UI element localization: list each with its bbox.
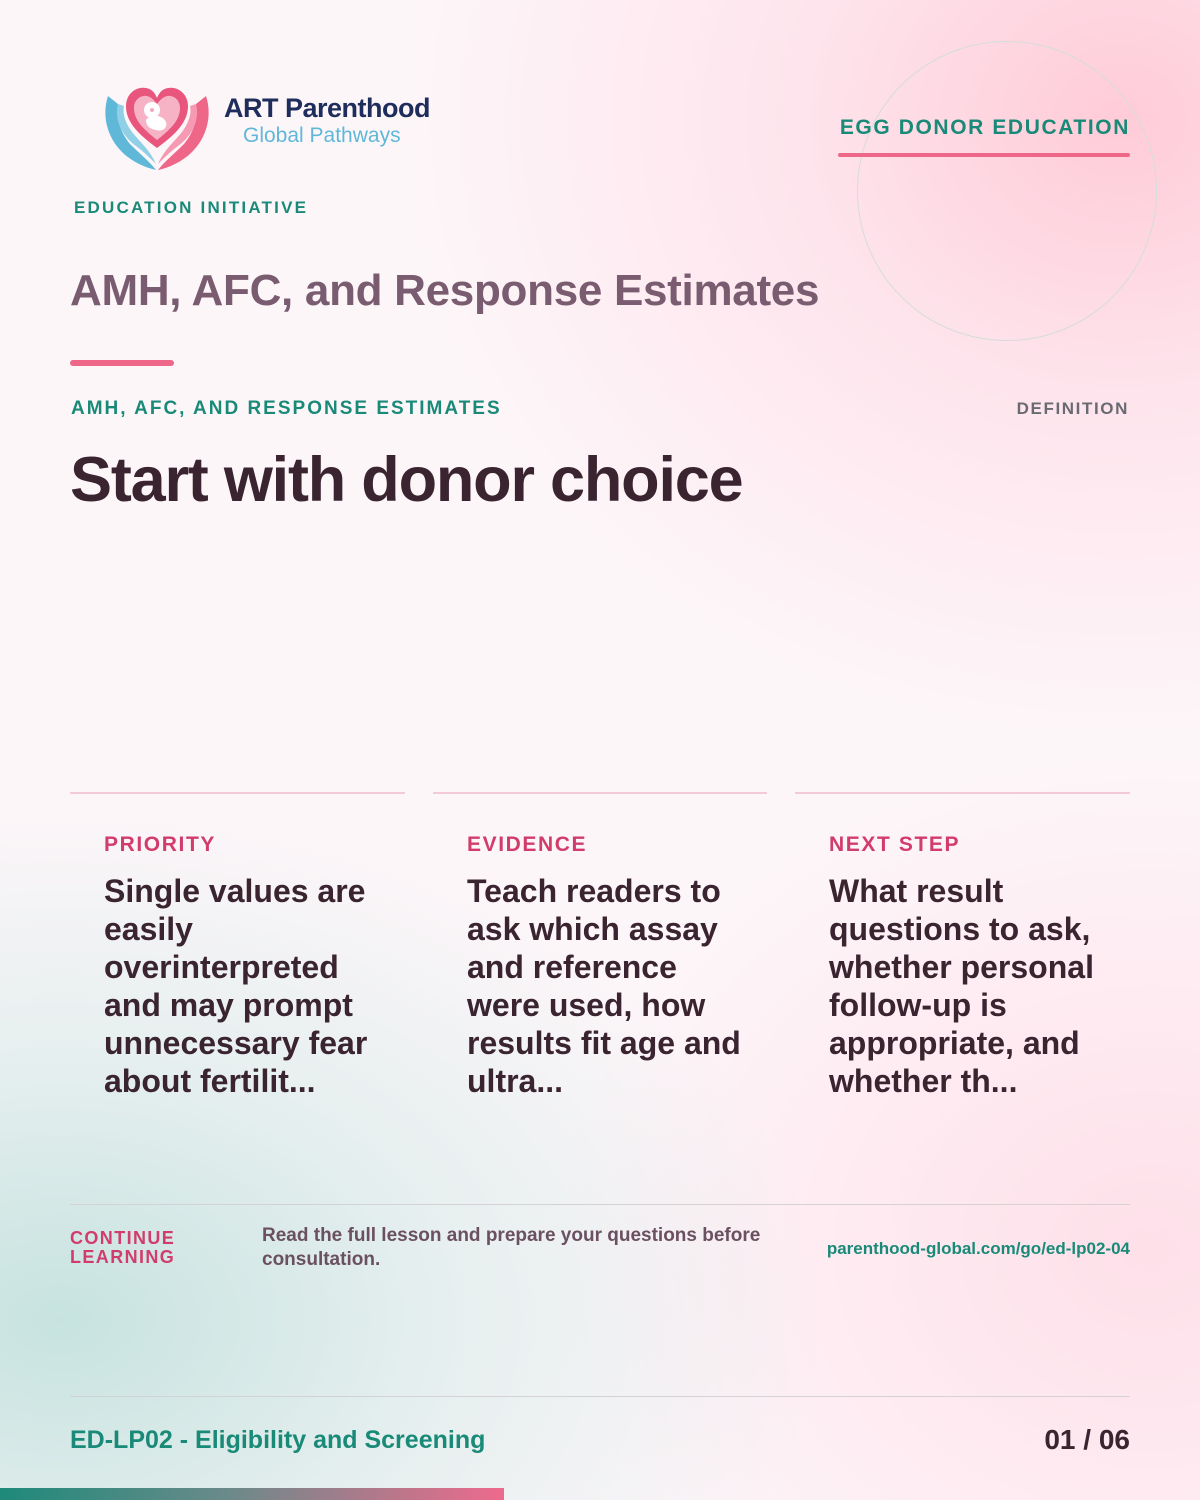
title-accent-bar bbox=[70, 360, 174, 366]
brand-name: ART Parenthood bbox=[224, 93, 430, 123]
category-tag: EGG DONOR EDUCATION bbox=[839, 116, 1130, 139]
column-label-evidence: EVIDENCE bbox=[467, 833, 588, 856]
lesson-link[interactable]: parenthood-global.com/go/ed-lp02-04 bbox=[826, 1239, 1130, 1258]
cta-separator bbox=[70, 1204, 1130, 1205]
initiative-label: EDUCATION INITIATIVE bbox=[74, 198, 309, 217]
page-title: AMH, AFC, and Response Estimates bbox=[70, 266, 820, 315]
cta-text: Read the full lesson and prepare your questions before consultation. bbox=[262, 1225, 761, 1270]
decorative-circle bbox=[857, 41, 1157, 341]
section-eyebrow: AMH, AFC, AND RESPONSE ESTIMATES bbox=[71, 398, 502, 419]
column-label-priority: PRIORITY bbox=[104, 833, 216, 856]
cta-label: CONTINUE LEARNING bbox=[70, 1228, 176, 1267]
column-divider-evidence bbox=[433, 792, 767, 794]
column-body-priority: Single values are easily overinterpreted and may prompt unnecessary fear about fertilit... bbox=[104, 873, 368, 1099]
progress-bar bbox=[0, 1488, 504, 1500]
section-headline: Start with donor choice bbox=[70, 445, 743, 515]
footer-separator bbox=[70, 1396, 1130, 1397]
column-body-next-step: What result questions to ask, whether personal follow-up is appropriate, and whether th... bbox=[829, 873, 1094, 1099]
page-counter: 01 / 06 bbox=[1044, 1424, 1130, 1455]
column-body-evidence: Teach readers to ask which assay and reference were used, how results fit age and ultra... bbox=[467, 873, 741, 1099]
category-tag-underline bbox=[838, 153, 1130, 157]
column-divider-priority bbox=[70, 792, 405, 794]
heart-hands-baby-icon bbox=[100, 74, 214, 172]
section-kind-label: DEFINITION bbox=[1016, 399, 1129, 418]
brand-subtitle: Global Pathways bbox=[243, 124, 401, 147]
series-label: ED-LP02 - Eligibility and Screening bbox=[70, 1426, 486, 1454]
column-divider-next-step bbox=[795, 792, 1130, 794]
column-label-next-step: NEXT STEP bbox=[829, 833, 961, 856]
